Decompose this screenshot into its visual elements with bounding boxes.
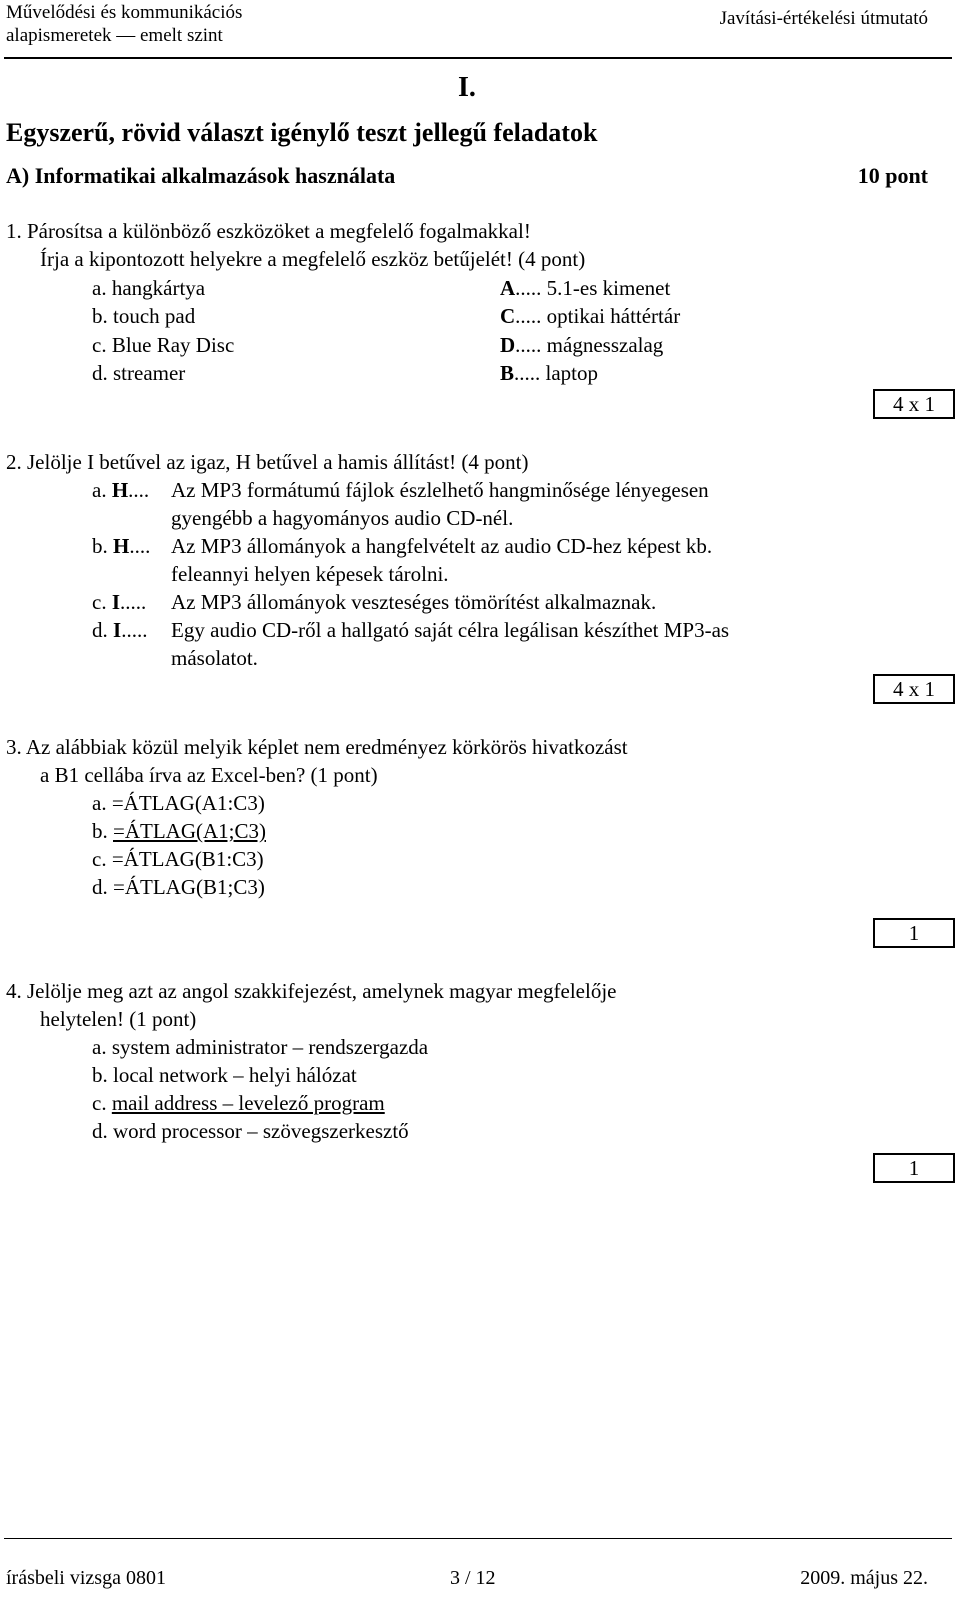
q2-score-box: 4 x 1	[873, 674, 955, 704]
q3-score-box: 1	[873, 918, 955, 948]
q1-right-c	[500, 333, 663, 358]
q3-option-a: a. =ÁTLAG(A1:C3)	[92, 791, 265, 815]
q3-line2: a B1 cellába írva az Excel-ben? (1 pont)	[40, 763, 378, 787]
q1-right-d	[500, 361, 598, 386]
q2-text-b1: Az MP3 állományok a hangfelvételt az audio CD-hez képest kb.	[171, 534, 713, 558]
q4-option-b: b. local network – helyi hálózat	[92, 1063, 357, 1087]
q2-text-d2: másolatot.	[171, 646, 258, 670]
q3-option-c: c. =ÁTLAG(B1:C3)	[92, 847, 264, 871]
q3-line1: 3. Az alábbiak közül melyik képlet nem eredményez körkörös hivatkozást	[6, 735, 628, 759]
q2-text-c1: Az MP3 állományok veszteséges tömörítést alkalmaznak.	[171, 590, 657, 614]
q1-right-b	[500, 304, 680, 329]
footer-left: írásbeli vizsga 0801	[6, 1567, 166, 1589]
q4-score-box: 1	[873, 1153, 955, 1183]
q1-left-a: a. hangkártya	[92, 276, 206, 300]
q2-text-a2: gyengébb a hagyományos audio CD-nél.	[171, 506, 514, 530]
q4-line2: helytelen! (1 pont)	[40, 1007, 197, 1031]
q2-answer-c: I	[111, 590, 121, 614]
q1-line1: 1. Párosítsa a különböző eszközöket a megfelelő fogalmakkal!	[6, 219, 531, 243]
section-roman: I.	[458, 72, 476, 103]
q4-option-a: a. system administrator – rendszergazda	[92, 1035, 429, 1059]
q3-option-b: b. =ÁTLAG(A1;C3)	[92, 819, 266, 843]
subsection-points: 10 pont	[857, 163, 928, 188]
footer-page-number: 3 / 12	[450, 1567, 496, 1589]
q4-option-c: c. mail address – levelező program	[92, 1091, 385, 1115]
q1-right-a	[500, 276, 670, 301]
subsection-title: A) Informatikai alkalmazások használata	[6, 163, 396, 188]
q1-score-box: 4 x 1	[873, 389, 955, 419]
q1-line2: Írja a kipontozott helyekre a megfelelő eszköz betűjelét! (4 pont)	[40, 247, 586, 271]
q4-option-d: d. word processor – szövegszerkesztő	[92, 1119, 409, 1143]
header-subject-line1: Művelődési és kommunikációs	[6, 2, 243, 23]
header-doc-type: Javítási-értékelési útmutató	[719, 8, 928, 29]
q2-line1: 2. Jelölje I betűvel az igaz, H betűvel a hamis állítást! (4 pont)	[6, 450, 529, 474]
q1-left-b: b. touch pad	[92, 304, 196, 328]
footer-rule	[4, 1538, 952, 1539]
q1-concept-c: ..... mágnesszalag	[515, 333, 664, 357]
q2-answer-d: I	[113, 618, 122, 642]
section-title: Egyszerű, rövid választ igénylő teszt jellegű feladatok	[6, 118, 598, 147]
q2-text-a1: Az MP3 formátumú fájlok észlelhető hangminősége lényegesen	[171, 478, 709, 502]
q4-correct-answer: mail address – levelező program	[111, 1091, 385, 1115]
q1-concept-d: ..... laptop	[514, 361, 599, 385]
q2-text-b2: feleannyi helyen képesek tárolni.	[171, 562, 449, 586]
q1-concept-b: ..... optikai háttértár	[515, 304, 681, 328]
footer-date: 2009. május 22.	[800, 1567, 928, 1589]
q3-correct-answer: =ÁTLAG(A1;C3)	[113, 819, 266, 843]
q3-option-d: d. =ÁTLAG(B1;C3)	[92, 875, 265, 899]
q4-line1: 4. Jelölje meg azt az angol szakkifejezést, amelynek magyar megfelelője	[6, 979, 617, 1003]
header-rule	[4, 57, 952, 59]
q1-left-d: d. streamer	[92, 361, 186, 385]
q1-answer-b: C	[500, 304, 516, 328]
q1-answer-a: A	[500, 276, 516, 300]
q2-item-a: a. H....	[92, 478, 150, 502]
q2-text-d1: Egy audio CD-ről a hallgató saját célra legálisan készíthet MP3-as	[171, 618, 730, 642]
q1-concept-a: ..... 5.1-es kimenet	[515, 276, 671, 300]
q1-answer-c: D	[500, 333, 516, 357]
q1-left-c: c. Blue Ray Disc	[92, 333, 235, 357]
q2-item-b: b. H....	[92, 534, 151, 558]
q2-item-d: d. I.....	[92, 618, 148, 642]
q1-answer-d: B	[500, 361, 515, 385]
q2-answer-b: H	[113, 534, 130, 558]
q2-item-c: c. I.....	[92, 590, 147, 614]
q2-answer-a: H	[111, 478, 129, 502]
header-subject-line2: alapismeretek — emelt szint	[6, 25, 223, 46]
